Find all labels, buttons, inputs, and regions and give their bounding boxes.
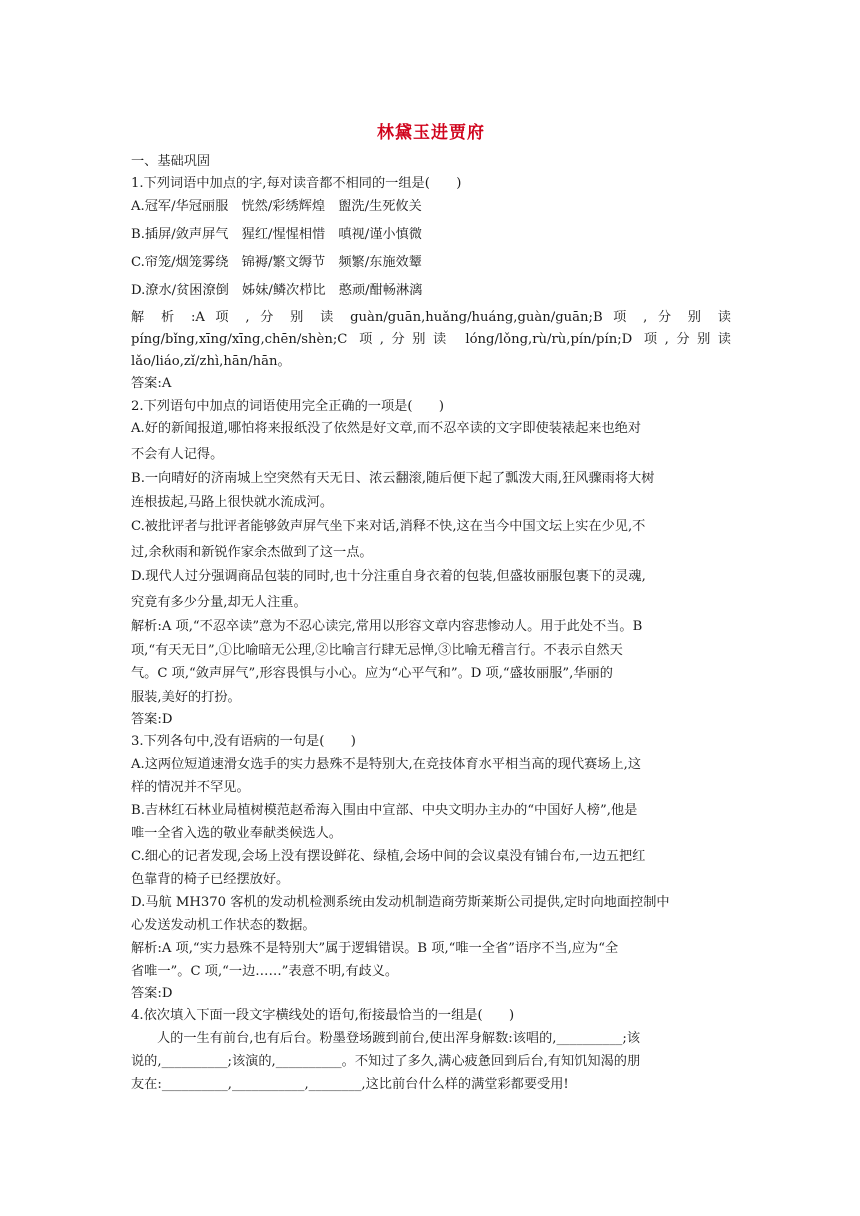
q2-option-a-line1: A.好的新闻报道,哪怕将来报纸没了依然是好文章,而不忍卒读的文字即使装裱起来也绝对 — [131, 421, 642, 436]
q1-explanation-line3: lǎo/liáo,zǐ/zhì,hān/hān。 — [131, 354, 291, 369]
page-title: 林黛玉进贾府 — [377, 123, 485, 143]
q1-answer: 答案:A — [131, 376, 172, 391]
q3-option-d-line1: D.马航 MH370 客机的发动机检测系统由发动机制造商劳斯莱斯公司提供,定时向地面控制中 — [131, 895, 670, 910]
q3-option-a-line2: 样的情况并不罕见。 — [131, 780, 250, 795]
q2-explanation-line2: 项,“有天无日”,①比喻暗无公理,②比喻言行肆无忌惮,③比喻无稽言行。不表示自然天 — [131, 643, 623, 658]
q3-option-a-line1: A.这两位短道速滑女选手的实力悬殊不是特别大,在竞技体育水平相当高的现代赛场上,这 — [131, 757, 642, 772]
q1-option-a: A.冠军/华冠丽服 恍然/彩绣辉煌 盥洗/生死攸关 — [131, 199, 422, 214]
q1-explanation-line1: 解 析 :A 项 , 分 别 读 guàn/guān,huǎng/huáng,guàn/guān;B 项 , 分 别 读 — [131, 310, 731, 325]
q2-option-b-line2: 连根拔起,马路上很快就水流成河。 — [131, 495, 334, 510]
q3-option-c-line1: C.细心的记者发现,会场上没有摆设鲜花、绿植,会场中间的会议桌没有铺台布,一边五把红 — [131, 849, 646, 864]
q2-option-c-line2: 过,余秋雨和新锐作家余杰做到了这一点。 — [131, 545, 373, 560]
q2-answer: 答案:D — [131, 712, 173, 727]
q3-answer: 答案:D — [131, 986, 173, 1001]
q2-option-b-line1: B.一向晴好的济南城上空突然有天无日、浓云翻滚,随后便下起了瓢泼大雨,狂风骤雨将大树 — [131, 471, 655, 486]
q3-explanation-line1: 解析:A 项,“实力悬殊不是特别大”属于逻辑错误。B 项,“唯一全省”语序不当,应为“全 — [131, 941, 619, 956]
q1-option-c: C.帘笼/烟笼雾绕 锦褥/繁文缛节 频繁/东施效颦 — [131, 255, 422, 270]
q2-option-d-line2: 究竟有多少分量,却无人注重。 — [131, 595, 307, 610]
q2-option-d-line1: D.现代人过分强调商品包装的同时,也十分注重自身衣着的包装,但盛妆丽服包裹下的灵魂, — [131, 569, 646, 584]
q3-option-d-line2: 心发送发动机工作状态的数据。 — [131, 918, 316, 933]
q3-explanation-line2: 省唯一”。C 项,“一边……”表意不明,有歧义。 — [131, 964, 399, 979]
q4-passage-line2: 说的,__________;该演的,__________。不知过了多久,满心疲惫回到后台,有知饥知渴的朋 — [131, 1054, 641, 1069]
q2-stem: 2.下列语句中加点的词语使用完全正确的一项是( ) — [131, 399, 444, 414]
q2-explanation-line4: 服装,美好的打扮。 — [131, 690, 241, 705]
q2-explanation-line3: 气。C 项,“敛声屏气”,形容畏惧与小心。应为“心平气和”。D 项,“盛妆丽服”,华丽的 — [131, 666, 613, 681]
section-heading: 一、基础巩固 — [131, 154, 211, 169]
q3-option-b-line1: B.吉林红石林业局植树模范赵希海入围由中宣部、中央文明办主办的“中国好人榜”,他是 — [131, 803, 638, 818]
q3-option-b-line2: 唯一全省入选的敬业奉献类候选人。 — [131, 826, 342, 841]
q4-passage-line3: 友在:__________,___________,________,这比前台什么样的满堂彩都要受用! — [131, 1077, 569, 1092]
q1-option-d: D.潦水/贫困潦倒 姊妹/鳞次栉比 憨顽/酣畅淋漓 — [131, 283, 423, 298]
q1-stem: 1.下列词语中加点的字,每对读音都不相同的一组是( ) — [131, 176, 462, 191]
q3-stem: 3.下列各句中,没有语病的一句是( ) — [131, 734, 356, 749]
q3-option-c-line2: 色靠背的椅子已经摆放好。 — [131, 872, 290, 887]
q2-option-a-line2: 不会有人记得。 — [131, 447, 224, 462]
q1-explanation-line2: píng/bǐng,xīng/xīng,chēn/shèn;C 项,分别读 lóng/lǒng,rù/rù,pín/pín;D 项,分别读 — [131, 332, 731, 347]
q4-stem: 4.依次填入下面一段文字横线处的语句,衔接最恰当的一组是( ) — [131, 1008, 515, 1023]
q1-option-b: B.插屏/敛声屏气 猩红/惺惺相惜 嗔视/谨小慎微 — [131, 227, 422, 242]
q2-option-c-line1: C.被批评者与批评者能够敛声屏气坐下来对话,消释不快,这在当今中国文坛上实在少见,不 — [131, 519, 646, 534]
q4-passage-line1: 人的一生有前台,也有后台。粉墨登场踱到前台,使出浑身解数:该唱的,__________;该 — [157, 1031, 641, 1046]
q2-explanation-line1: 解析:A 项,“不忍卒读”意为不忍心读完,常用以形容文章内容悲惨动人。用于此处不当。B — [131, 619, 643, 634]
